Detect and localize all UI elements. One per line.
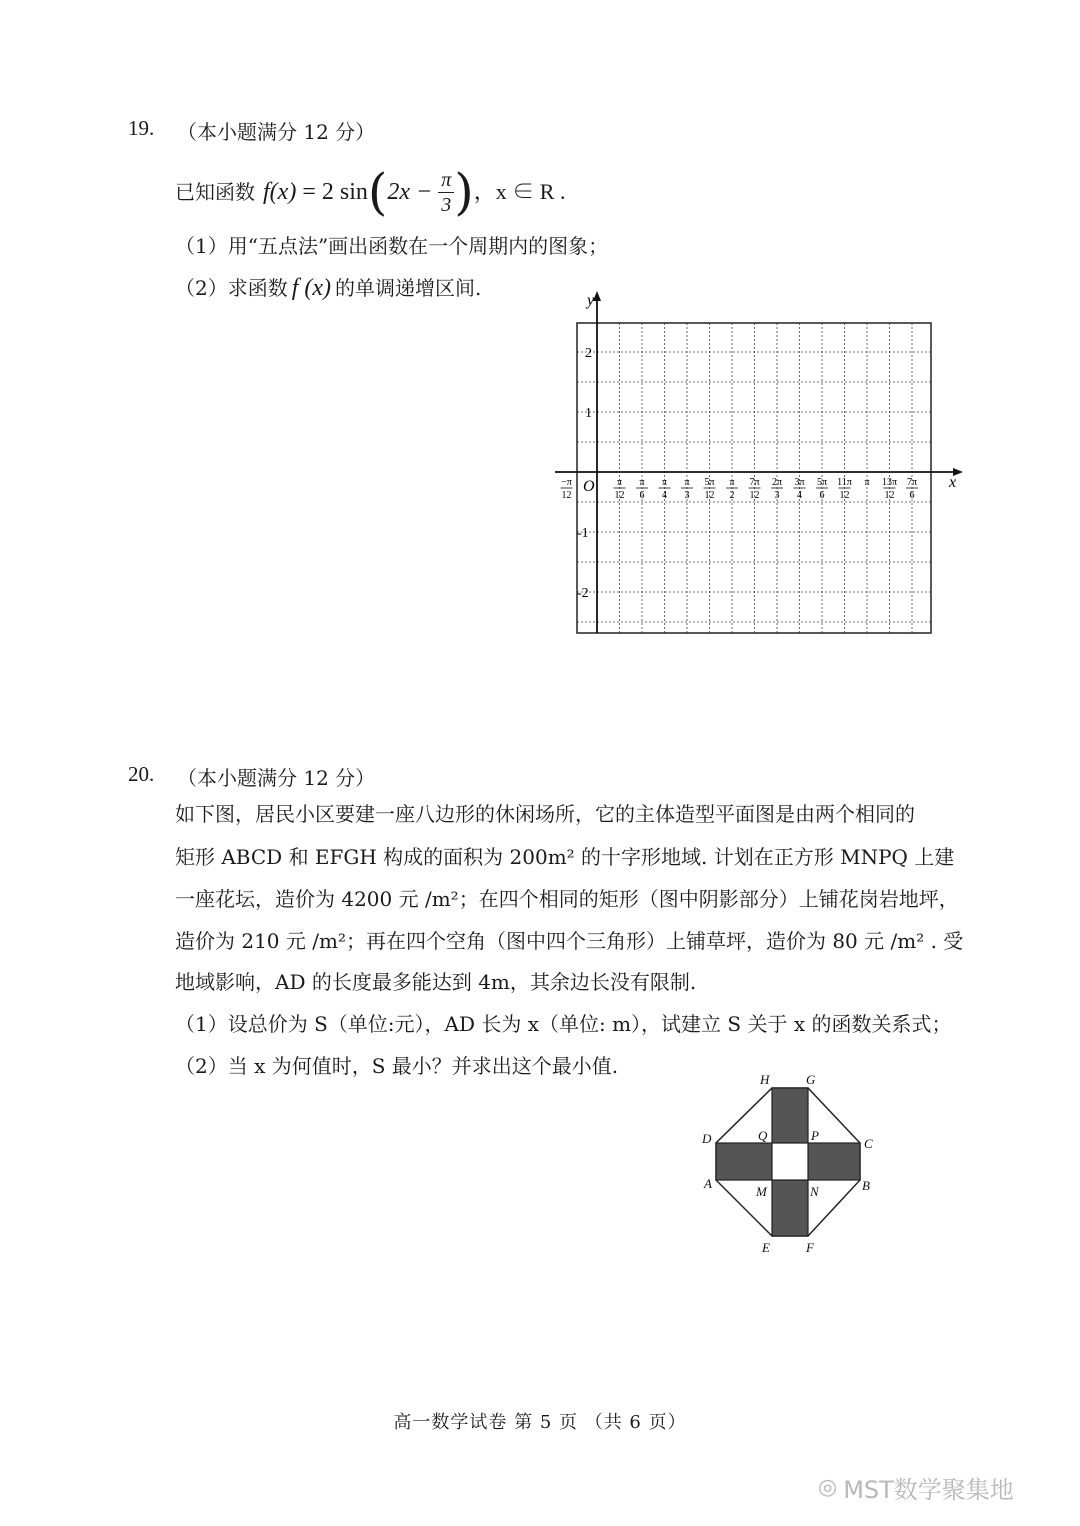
x-tick-numerator: 5π	[704, 477, 715, 488]
x-tick-numerator: 11π	[837, 477, 852, 488]
x-tick-numerator: 2π	[771, 477, 783, 488]
x-tick-denominator: 6	[819, 490, 825, 501]
q20-header: （本小题满分 12 分）	[177, 766, 376, 790]
q19-fx: f(x)	[263, 179, 297, 205]
label-M: M	[756, 1184, 767, 1199]
x-tick-denominator: 12	[749, 490, 760, 501]
x-tick-numerator: π	[729, 477, 735, 488]
watermark	[818, 1470, 1014, 1505]
label-B: B	[862, 1178, 870, 1193]
shaded-rect-right	[808, 1143, 860, 1180]
q20-line2: 矩形 ABCD 和 EFGH 构成的面积为 200m² 的十字形地域. 计划在正方形 MNPQ 上建	[175, 845, 955, 869]
x-tick-denominator: 6	[639, 490, 645, 501]
right-paren: )	[454, 163, 474, 221]
q19-graph	[545, 285, 975, 645]
x-tick-denominator: 12	[884, 490, 895, 501]
q19-inner: 2x −	[387, 179, 433, 205]
x-tick-numerator: π	[639, 477, 645, 488]
x-tick-denominator: 12	[561, 490, 572, 501]
q19-part2-fx: f (x)	[291, 275, 332, 301]
x-tick-numerator: π	[684, 477, 690, 488]
q19-eq: = 2 sin	[302, 179, 368, 205]
q19-pi-over-3	[438, 168, 454, 217]
q19-part2-suffix: 的单调递增区间.	[335, 276, 482, 300]
x-tick-label-negative	[561, 477, 573, 501]
label-Q: Q	[758, 1128, 768, 1143]
y-tick-label: 2	[585, 346, 592, 361]
q19-header: （本小题满分 12 分）	[177, 120, 376, 144]
x-tick-numerator: 13π	[881, 477, 898, 488]
q19-intro-prefix: 已知函数	[175, 180, 255, 204]
origin-label: O	[583, 478, 595, 495]
q20-line5: 地域影响，AD 的长度最多能达到 4m，其余边长没有限制.	[175, 970, 697, 994]
x-tick-labels	[561, 477, 919, 501]
frac-num: π	[438, 168, 454, 193]
watermark-text: MST数学聚集地	[843, 1476, 1014, 1504]
q19-part2	[175, 274, 481, 302]
shaded-rect-top	[772, 1088, 808, 1143]
y-tick-labels	[577, 346, 592, 601]
x-tick-denominator: 6	[909, 490, 915, 501]
label-G: G	[806, 1072, 816, 1087]
q20-line1: 如下图，居民小区要建一座八边形的休闲场所，它的主体造型平面图是由两个相同的	[175, 802, 915, 826]
shaded-rect-left	[716, 1143, 772, 1180]
q19-part1: （1）用“五点法”画出函数在一个周期内的图象；	[175, 234, 609, 258]
frac-den: 3	[441, 193, 452, 216]
x-tick-denominator: 3	[774, 490, 780, 501]
y-tick-label: -2	[577, 586, 589, 601]
label-N: N	[810, 1184, 819, 1199]
label-E: E	[762, 1240, 770, 1255]
x-tick-numerator: π	[616, 477, 623, 488]
left-paren: (	[367, 163, 388, 221]
q19-part2-prefix: （2）求函数	[175, 276, 288, 300]
x-tick-denominator: 12	[614, 490, 625, 501]
q20-line4: 造价为 210 元 /m²；再在四个空角（图中四个三角形）上铺草坪，造价为 80 元 /m² . 受	[175, 929, 964, 953]
x-tick-numerator: π	[661, 477, 668, 488]
label-F: F	[806, 1240, 814, 1255]
x-tick-denominator: 3	[684, 490, 690, 501]
y-axis-label: y	[587, 292, 595, 309]
shaded-rect-bottom	[772, 1180, 808, 1236]
x-tick-denominator: 12	[839, 490, 850, 501]
x-tick-numerator: −π	[561, 477, 572, 488]
q19-function-definition	[175, 162, 565, 222]
label-H: H	[760, 1072, 770, 1087]
x-axis-label: x	[949, 474, 957, 491]
label-D: D	[702, 1131, 712, 1146]
q19-number: 19.	[128, 116, 155, 140]
q20-part1: （1）设总价为 S（单位:元），AD 长为 x（单位: m），试建立 S 关于 x 的函数关系式；	[175, 1012, 952, 1036]
x-tick-numerator: 3π	[794, 477, 805, 488]
label-P: P	[811, 1128, 819, 1143]
x-tick-numerator: 7π	[749, 477, 760, 488]
center-square-mnpq	[772, 1143, 808, 1180]
page-footer: 高一数学试卷 第 5 页 （共 6 页）	[393, 1412, 687, 1433]
x-tick-denominator: 2	[729, 490, 735, 501]
x-tick-label	[864, 477, 869, 488]
x-tick-numerator: 5π	[816, 477, 828, 488]
y-tick-label: 1	[585, 406, 592, 421]
wechat-icon: ◎	[818, 1475, 838, 1500]
x-tick-numerator: 7π	[906, 477, 918, 488]
q20-line3: 一座花坛，造价为 4200 元 /m²；在四个相同的矩形（图中阴影部分）上铺花岗岩地坪，	[175, 887, 959, 911]
x-tick-denominator: 4	[662, 490, 667, 501]
q20-figure	[690, 1068, 890, 1258]
x-tick-denominator: 12	[704, 490, 715, 501]
x-tick-denominator: 4	[797, 490, 802, 501]
q20-part2: （2）当 x 为何值时，S 最小？并求出这个最小值.	[175, 1054, 619, 1078]
label-C: C	[864, 1136, 873, 1151]
label-A: A	[704, 1176, 712, 1191]
y-tick-label: -1	[577, 526, 589, 541]
q19-domain: ，x ∈ R .	[473, 179, 566, 204]
y-axis-arrow	[593, 291, 601, 301]
q20-number: 20.	[128, 762, 155, 786]
x-tick-numerator: π	[864, 477, 870, 488]
